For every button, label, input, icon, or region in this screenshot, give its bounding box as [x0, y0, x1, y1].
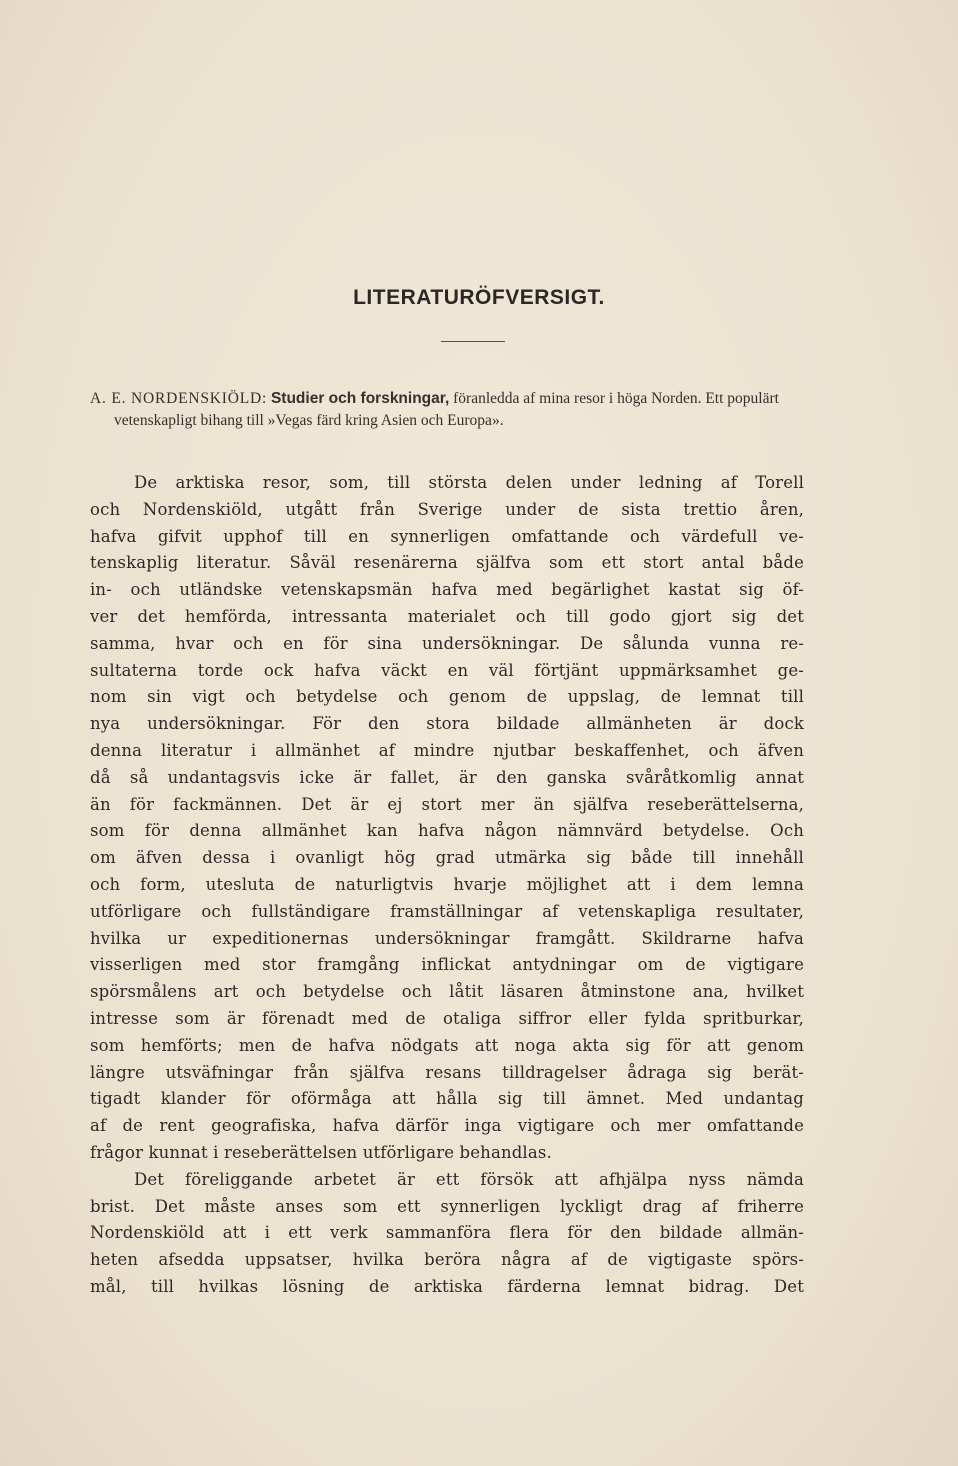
text-line: visserligen med stor framgång inflickat antydningar om de vigtigare — [90, 955, 804, 975]
title-divider — [441, 341, 505, 342]
text-line: tigadt klander för oförmåga att hålla sig till ämnet. Med undantag — [90, 1089, 804, 1109]
text-line: och form, utesluta de naturligtvis hvarje möjlighet att i dem lemna — [90, 874, 804, 894]
text-line: De arktiska resor, som, till största delen under ledning af Torell — [134, 473, 804, 492]
citation-entry — [90, 388, 828, 432]
text-line: af de rent geografiska, hafva därför inga vigtigare och mer omfattande — [90, 1116, 804, 1136]
text-line: brist. Det måste anses som ett synnerligen lyckligt drag af friherre — [90, 1196, 804, 1216]
citation-author: A. E. NORDENSKIÖLD: — [90, 390, 268, 407]
text-line: intresse som är förenadt med de otaliga siffror eller fylda spritburkar, — [90, 1008, 804, 1028]
text-line: in- och utländske vetenskapsmän hafva med begärlighet kastat sig öf- — [90, 580, 804, 600]
text-line: samma, hvar och en för sina undersökningar. De sålunda vunna re- — [90, 633, 804, 653]
text-line: frågor kunnat i reseberättelsen utförligare behandlas. — [90, 1142, 552, 1162]
text-line: mål, till hvilkas lösning de arktiska färderna lemnat bidrag. Det — [90, 1276, 804, 1296]
text-line: och Nordenskiöld, utgått från Sverige under de sista trettio åren, — [90, 499, 804, 519]
text-line: denna literatur i allmänhet af mindre njutbar beskaffenhet, och äfven — [90, 740, 804, 760]
text-line: sultaterna torde ock hafva väckt en väl förtjänt uppmärksamhet ge- — [90, 660, 804, 680]
review-body — [90, 470, 804, 1301]
text-line: än för fackmännen. Det är ej stort mer än själfva reseberättelserna, — [90, 794, 804, 814]
text-line: nom sin vigt och betydelse och genom de uppslag, de lemnat till — [90, 687, 804, 707]
text-line: tenskaplig literatur. Såväl resenärerna själfva som ett stort antal både — [90, 553, 804, 573]
text-line: Nordenskiöld att i ett verk sammanföra flera för den bildade allmän- — [90, 1223, 804, 1243]
text-line: hafva gifvit upphof till en synnerligen omfattande och värdefull ve- — [90, 526, 804, 546]
text-line: som för denna allmänhet kan hafva någon nämnvärd betydelse. Och — [90, 821, 804, 841]
text-line: då så undantagsvis icke är fallet, är den ganska svåråtkomlig annat — [90, 767, 804, 787]
text-line: spörsmålens art och betydelse och låtit läsaren åtminstone ana, hvilket — [90, 982, 804, 1002]
page-title: LITERATURÖFVERSIGT. — [353, 286, 605, 309]
citation-work-title: Studier och forskningar, — [270, 390, 450, 407]
text-line: som hemförts; men de hafva nödgats att noga akta sig för att genom — [90, 1035, 804, 1055]
text-line: längre utsväfningar från själfva resans tilldragelser ådraga sig berät- — [90, 1062, 804, 1082]
text-line: heten afsedda uppsatser, hvilka beröra några af de vigtigaste spörs- — [90, 1250, 804, 1270]
text-line: ver det hemförda, intressanta materialet och till godo gjort sig det — [90, 606, 804, 626]
text-line: nya undersökningar. För den stora bildade allmänheten är dock — [90, 714, 804, 734]
text-line: om äfven dessa i ovanligt hög grad utmärka sig både till innehåll — [90, 848, 804, 868]
text-line: hvilka ur expeditionernas undersökningar framgått. Skildrarne hafva — [90, 928, 804, 948]
citation-subtitle: föranledda af mina resor i höga Norden. Ett populärt vetenskapligt bihang till »Vegas färd kring Asien och Europa». — [114, 390, 779, 429]
text-line: Det föreliggande arbetet är ett försök att afhjälpa nyss nämda — [134, 1169, 804, 1189]
text-line: utförligare och fullständigare framställningar af vetenskapliga resultater, — [90, 901, 804, 921]
